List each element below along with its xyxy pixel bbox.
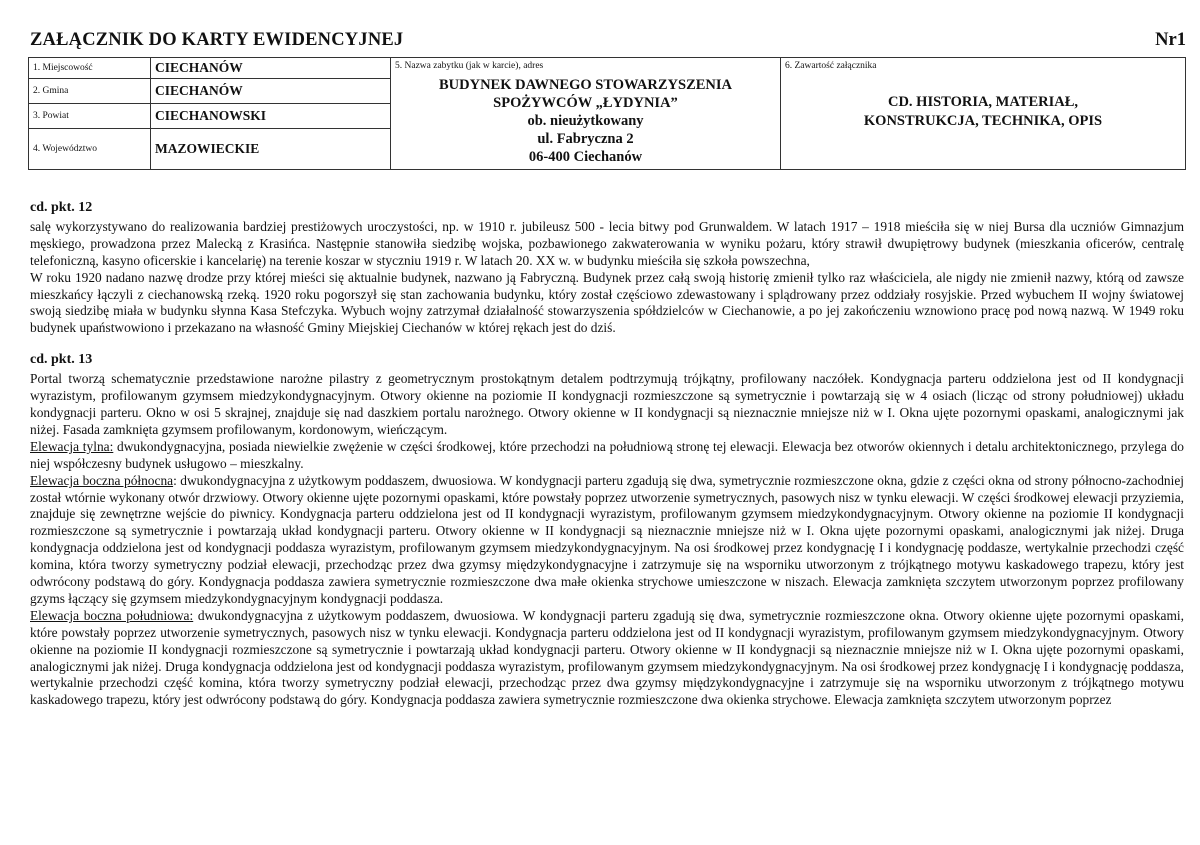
document-title: ZAŁĄCZNIK DO KARTY EWIDENCYJNEJ — [30, 30, 404, 50]
value-commune: CIECHANÓW — [151, 79, 391, 104]
monument-cell — [391, 58, 781, 170]
paragraph-north-elevation — [30, 473, 1184, 608]
paragraph-12-1: salę wykorzystywano do realizowania bardziej prestiżowych uroczystości, np. w 1910 r. jubileusz 500 - lecia bitwy pod Grunwaldem. W latach 1917 – 1918 mieściła się w niej Bursa dla uczniów Gimnazjum męskiego, prowadzona przez Malecką z Krasińca. Następnie stanowiła siedzibę wojska, pozbawionego zakwaterowania w wyniku pożaru, który strawił dwupiętrowy budynek (mieszkania oficerów, centralę telefoniczną, kasyno oficerskie i kancelarię) na terenie koszar w styczniu 1919 r. W latach 20. XX w. w budynku mieściła się szkoła powszechna, — [30, 218, 1184, 268]
section-heading-13: cd. pkt. 13 — [30, 352, 93, 368]
paragraph-south-elevation — [30, 608, 1184, 709]
north-elevation-text: : dwukondygnacyjna z użytkowym poddaszem, dwuosiowa. W kondygnacji parteru zgadują się dwa, symetrycznie rozmieszczone okna, gdzie z części okna od strony północno-zachodniej został wtórnie wykonany otwór drzwiowy. Otwory okienne ujęte pozornymi opaskami, które powstały poprzez utworzenie symetrycznych, pasowych nisz w tynku elewacji. W części środkowej elewacji przyziemia, znajduje się zewnętrzne wejście do piwnicy. Kondygnacja parteru oddzielona jest od II kondygnacji wyrazistym, profilowanym gzymsem miedzykondygnacyjnym. Otwory okienne na poziomie II kondygnacji rozmieszczone są symetrycznie i powtarzają układ kondygnacji parteru. Otwory okienne w II kondygnacji są nieznacznie mniejsze niż w I. Okna ujęte pozornymi opaskami, analogicznymi jak niżej. Druga kondygnacja oddzielona jest od kondygnacji poddasza wyrazistym, profilowanym gzymsem miedzykondygnacyjnym. Na osi środkowej przez kondygnację I i kondygnację poddasze, wertykalnie przechodzi część komina, która tworzy symetryczny podział elewacji, przechodząc przez dwa gzymsy międzykondygnacyjne i zatrzymuje się na wsporniku utworzonym z trójkątnego motywu kaskadowego trapezu, który jest odwrócony podstawą do góry. Kondygnacja poddasza zawiera symetrycznie rozmieszczone dwa małe okienka strychowe umieszczone w niszach. Elewacja zamknięta szczytem utworzonym poprzez profilowany gzyms łączący się gzymsem miedzykondygnacyjnym kondygnacji poddasza. — [30, 472, 1184, 606]
paragraph-rear-elevation — [30, 439, 1184, 473]
label-monument: 5. Nazwa zabytku (jak w karcie), adres — [395, 61, 544, 71]
record-card-table — [28, 57, 1186, 170]
monument-name — [395, 76, 776, 166]
monument-line-5: 06-400 Ciechanów — [528, 149, 643, 165]
document-body — [30, 200, 1184, 709]
label-voivodeship: 4. Województwo — [29, 129, 151, 170]
south-elevation-label: Elewacja boczna południowa: — [30, 607, 194, 623]
paragraph-13-portal: Portal tworzą schematycznie przedstawione narożne pilastry z geometrycznym prostokątnym detalem podtrzymują trójkątny, profilowany naczółek. Kondygnacja parteru oddzielona jest od II kondygnacji wyrazistym, profilowanym gzymsem miedzykondygnacyjnym. Otwory okienne na poziomie II kondygnacji rozmieszczone są symetrycznie i powtarzają się w 4 osiach (licząc od strony południowej) układu kondygnacji parteru. Okno w osi 5 skrajnej, znajduje się nad daszkiem portalu narożnego. Otwory okienne w II kondygnacji są nieznacznie mniejsze niż w I. Okna ujęte pozornymi opaskami, analogicznymi jak niżej. Fasada zamknięta gzymsem profilowanym, kordonowym, wieńczącym. — [30, 371, 1184, 437]
contents-line-2: KONSTRUKCJA, TECHNIKA, OPIS — [863, 113, 1103, 129]
monument-line-2: SPOŻYWCÓW „ŁYDYNIA” — [493, 95, 678, 111]
header — [30, 30, 1186, 52]
contents-line-1: CD. HISTORIA, MATERIAŁ, — [887, 94, 1078, 110]
monument-line-3: ob. nieużytkowany — [527, 113, 644, 129]
value-voivodeship: MAZOWIECKIE — [151, 129, 391, 170]
label-county: 3. Powiat — [29, 104, 151, 129]
label-commune: 2. Gmina — [29, 79, 151, 104]
section-heading-12: cd. pkt. 12 — [30, 200, 93, 215]
monument-line-1: BUDYNEK DAWNEGO STOWARZYSZENIA — [438, 77, 733, 93]
rear-elevation-text: dwukondygnacyjna, posiada niewielkie zwężenie w części środkowej, które przechodzi na południową stronę tej elewacji. Elewacja bez otworów okiennych i detalu architektonicznego, przylega do niej współczesny budynek usługowo – mieszkalny. — [30, 438, 1184, 471]
south-elevation-text: dwukondygnacyjna z użytkowym poddaszem, dwuosiowa. W kondygnacji parteru zgadują się dwa, symetrycznie rozmieszczone okna. Otwory okienne ujęte pozornymi opaskami, które powstały poprzez utworzenie symetrycznych, pasowych nisz w tynku elewacji. Kondygnacja parteru oddzielona jest od II kondygnacji wyrazistym, profilowanym gzymsem miedzykondygnacyjnym. Otwory okienne na poziomie II kondygnacji rozmieszczone są symetrycznie i powtarzają układ kondygnacji parteru. Otwory okienne w II kondygnacji są nieznacznie mniejsze niż w I. Okna ujęte pozornymi opaskami, analogicznymi jak niżej. Druga kondygnacja oddzielona jest od kondygnacji poddasza wyrazistym, profilowanym gzymsem miedzykondygnacyjnym. Na osi środkowej przez kondygnację I i kondygnację poddasza, wertykalnie przechodzi część komina, która tworzy symetryczny podział elewacji, przechodząc przez dwa gzymsy międzykondygnacyjne i zatrzymuje się na wsporniku utworzonym z trójkątnego motywu kaskadowego trapezu, który jest odwrócony podstawą do góry. Kondygnacja poddasza zawiera symetrycznie rozmieszczone dwa okienka strychowe. Elewacja zamknięta szczytem utworzonym poprzez — [30, 607, 1184, 708]
document-number: Nr1 — [1155, 30, 1186, 50]
paragraph-12-2: W roku 1920 nadano nazwę drodze przy której mieści się aktualnie budynek, nazwano ją Fabryczną. Budynek przez całą swoją historię zmienił tylko raz właściciela, ale nigdy nie zmienił nazwy, którą od zawsze mieszkańcy łączyli z ciechanowską rzeką. 1920 roku pogorszył się stan zachowania budynku, który został częściowo zdewastowany i splądrowany przez oddziały rosyjskie. Przed wybuchem II wojny światowej swoją siedzibę miała w budynku słynna Kasa Stefczyka. Wybuch wojny zatrzymał działalność stowarzyszenia spółdzielców w Ciechanowie, a po jej zakończeniu wznowiono pracę pod nową nazwą. W 1949 roku budynek upaństwowiono i przekazano na własność Gminy Miejskiej Ciechanów w której rękach jest do dziś. — [30, 269, 1184, 336]
label-contents: 6. Zawartość załącznika — [785, 61, 877, 71]
label-locality: 1. Miejscowość — [29, 58, 151, 79]
rear-elevation-label: Elewacja tylna: — [30, 438, 114, 454]
contents-value — [785, 93, 1181, 131]
contents-cell — [781, 58, 1186, 170]
value-locality: CIECHANÓW — [151, 58, 391, 79]
north-elevation-label: Elewacja boczna północna — [30, 472, 174, 488]
monument-line-4: ul. Fabryczna 2 — [537, 131, 634, 147]
value-county: CIECHANOWSKI — [151, 104, 391, 129]
